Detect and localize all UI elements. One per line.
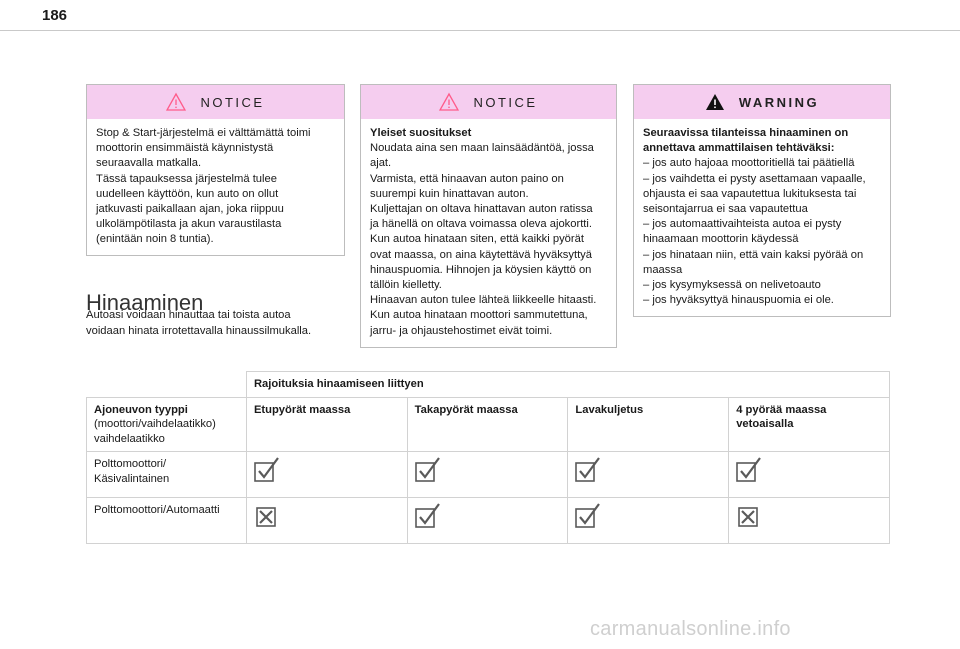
row-label-line: Polttomoottori/ <box>94 458 167 470</box>
warning-triangle-filled-icon <box>705 92 725 112</box>
table-header-row <box>87 397 890 452</box>
table-header-flatbed: Lavakuljetus <box>568 397 729 452</box>
check-icon <box>575 503 601 529</box>
text-line: uudelleen käyttöön, kun auto on ollut <box>96 187 279 200</box>
table-empty-corner <box>87 372 247 398</box>
table-header-four-wheels: 4 pyörää maassa vetoaisalla <box>729 397 890 452</box>
text-line: suurempi kuin hinattavan auton. <box>370 187 529 200</box>
text-line: ajat. <box>370 157 392 170</box>
row-label-line: Polttomoottori/Automaatti <box>94 504 220 516</box>
cross-icon <box>254 503 280 529</box>
text-line: Kuljettajan on oltava hinattavan auton ratissa <box>370 203 593 216</box>
warning-title: WARNING <box>738 94 820 110</box>
text-line: ulkolämpötilasta ja akun varaustilasta <box>96 218 282 231</box>
cross-icon <box>736 503 762 529</box>
row-label <box>87 452 247 498</box>
warning-body <box>634 119 890 308</box>
text-line: seuraavalla matkalla. <box>96 157 202 170</box>
text-line: Stop & Start-järjestelmä ei välttämättä toimi <box>96 127 311 139</box>
section-title: Hinaaminen <box>86 290 204 316</box>
notice-title: NOTICE <box>473 94 538 110</box>
table-header-front-wheels: Etupyörät maassa <box>246 397 407 452</box>
row-label <box>87 498 247 544</box>
notice-box-start-stop <box>86 84 345 256</box>
check-icon <box>415 457 441 483</box>
header-sub: (moottori/vaihdelaatikko) <box>94 418 216 430</box>
text-line: – jos automaattivaihteista autoa ei pysty <box>643 218 842 231</box>
section-intro <box>86 308 342 339</box>
text-line: – jos auto hajoaa moottoritiellä tai päätiellä <box>643 157 855 170</box>
warning-heading: Seuraavissa tilanteissa hinaaminen on <box>643 127 849 139</box>
text-line: ovat maassa, on aina käytettävä hyväksyttyä <box>370 248 593 261</box>
text-line: jatkuvasti paikallaan ajan, joka riippuu <box>96 203 284 216</box>
table-cell <box>568 498 729 544</box>
check-icon <box>415 503 441 529</box>
table-group-header-row <box>87 372 890 398</box>
warning-header <box>634 85 890 119</box>
text-line: ja hänellä on oltava voimassa oleva ajokortti. <box>370 218 593 231</box>
text-line: jarru- ja ohjaustehostimet eivät toimi. <box>370 324 553 337</box>
header-sub: vaihdelaatikko <box>94 432 165 445</box>
text-line: voidaan hinata irrotettavalla hinaussilmukalla. <box>86 324 312 337</box>
text-line: – jos hinataan niin, että vain kaksi pyörää on <box>643 248 864 261</box>
text-line: Noudata aina sen maan lainsäädäntöä, jossa <box>370 142 594 155</box>
table-cell <box>729 452 890 498</box>
text-line: hinauspuomia. Hihnojen ja köysien käyttö on <box>370 263 592 276</box>
notice-title: NOTICE <box>200 94 265 110</box>
text-line: Tässä tapauksessa järjestelmä tulee <box>96 172 277 185</box>
table-row <box>87 498 890 544</box>
text-line: Kun autoa hinataan moottori sammutettuna, <box>370 309 588 322</box>
page-number: 186 <box>42 7 68 24</box>
notice-header <box>87 85 344 119</box>
table-cell <box>246 498 407 544</box>
table-cell <box>407 498 568 544</box>
warning-heading: annettava ammattilaisen tehtäväksi: <box>643 142 835 155</box>
notice-body <box>361 119 616 339</box>
table-header-vehicle-type <box>87 397 247 452</box>
text-line: maassa <box>643 263 683 276</box>
text-line: – jos kysymyksessä on nelivetoauto <box>643 279 821 292</box>
notice-body <box>87 119 344 248</box>
text-line: Kun autoa hinataan siten, että kaikki pyörät <box>370 233 584 246</box>
text-line: hinaamaan moottorin käydessä <box>643 233 799 246</box>
check-icon <box>575 457 601 483</box>
table-cell <box>246 452 407 498</box>
text-line: Hinaavan auton tulee lähteä liikkeelle hitaasti. <box>370 294 597 307</box>
notice-heading: Yleiset suositukset <box>370 127 472 139</box>
text-line: Autoasi voidaan hinauttaa tai toista autoa <box>86 309 291 321</box>
table-header-rear-wheels: Takapyörät maassa <box>407 397 568 452</box>
text-line: ohjausta ei saa vapautettua lukituksesta tai <box>643 187 857 200</box>
notice-header <box>361 85 616 119</box>
text-line: tällöin kielletty. <box>370 279 442 292</box>
text-line: moottorin ensimmäistä käynnistystä <box>96 142 274 155</box>
text-line: Varmista, että hinaavan auton paino on <box>370 172 564 185</box>
header-title: Ajoneuvon tyyppi <box>94 403 188 416</box>
table-cell <box>407 452 568 498</box>
warning-triangle-outline-icon <box>439 92 459 112</box>
text-line: – jos hyväksyttyä hinauspuomia ei ole. <box>643 294 834 307</box>
table-group-header: Rajoituksia hinaamiseen liittyen <box>246 372 889 398</box>
text-line: seisontajarrua ei saa vapautettua <box>643 203 808 216</box>
table-cell <box>568 452 729 498</box>
table-cell <box>729 498 890 544</box>
check-icon <box>254 457 280 483</box>
text-line: – jos vaihdetta ei pysty asettamaan vapaalle, <box>643 172 866 185</box>
notice-box-general-advice <box>360 84 617 348</box>
warning-triangle-outline-icon <box>166 92 186 112</box>
text-line: (enintään noin 8 tuntia). <box>96 233 214 246</box>
watermark: carmanualsonline.info <box>590 618 791 640</box>
towing-restrictions-table <box>86 371 890 544</box>
check-icon <box>736 457 762 483</box>
top-divider <box>0 30 960 31</box>
warning-box-professional-towing <box>633 84 891 317</box>
table-row <box>87 452 890 498</box>
row-label-line: Käsivalintainen <box>94 472 170 485</box>
